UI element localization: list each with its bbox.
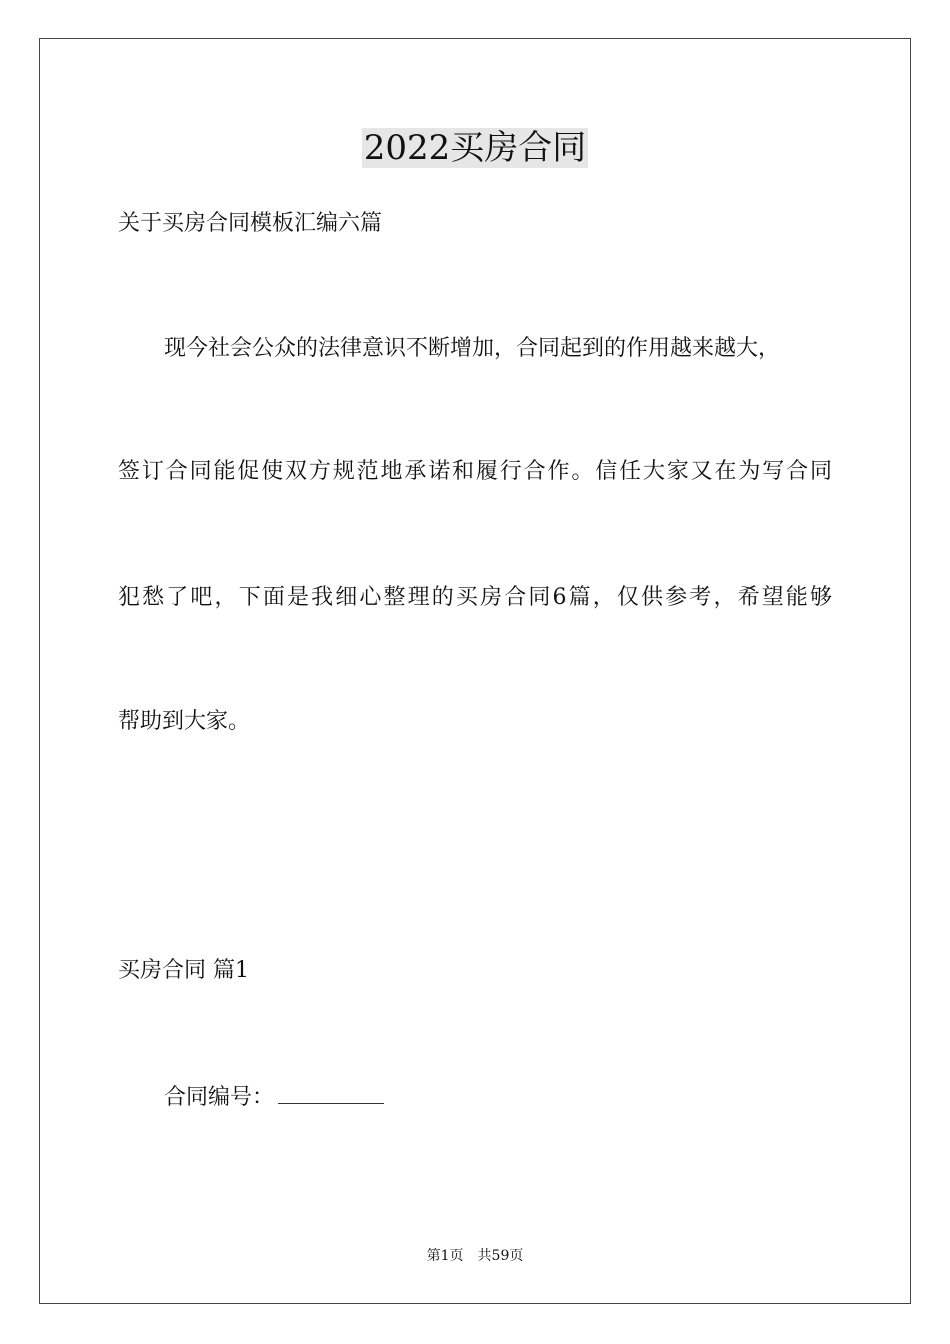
document-title xyxy=(0,128,950,168)
intro-line-4: 帮助到大家。 xyxy=(118,709,251,734)
section-heading: 买房合同 篇1 xyxy=(118,958,249,983)
contract-number-blank xyxy=(278,1081,384,1104)
intro-line-3: 犯愁了吧，下面是我细心整理的买房合同6篇，仅供参考，希望能够 xyxy=(118,585,832,610)
intro-line-2: 签订合同能促使双方规范地承诺和履行合作。信任大家又在为写合同 xyxy=(118,459,832,484)
contract-number-row xyxy=(164,1081,384,1113)
document-title-text: 2022买房合同 xyxy=(363,128,587,168)
contract-number-label: 合同编号： xyxy=(164,1085,275,1110)
document-subtitle: 关于买房合同模板汇编六篇 xyxy=(118,211,383,236)
page-footer: 第1页 共59页 xyxy=(426,1248,524,1264)
intro-line-1: 现今社会公众的法律意识不断增加，合同起到的作用越来越大， xyxy=(164,336,781,361)
